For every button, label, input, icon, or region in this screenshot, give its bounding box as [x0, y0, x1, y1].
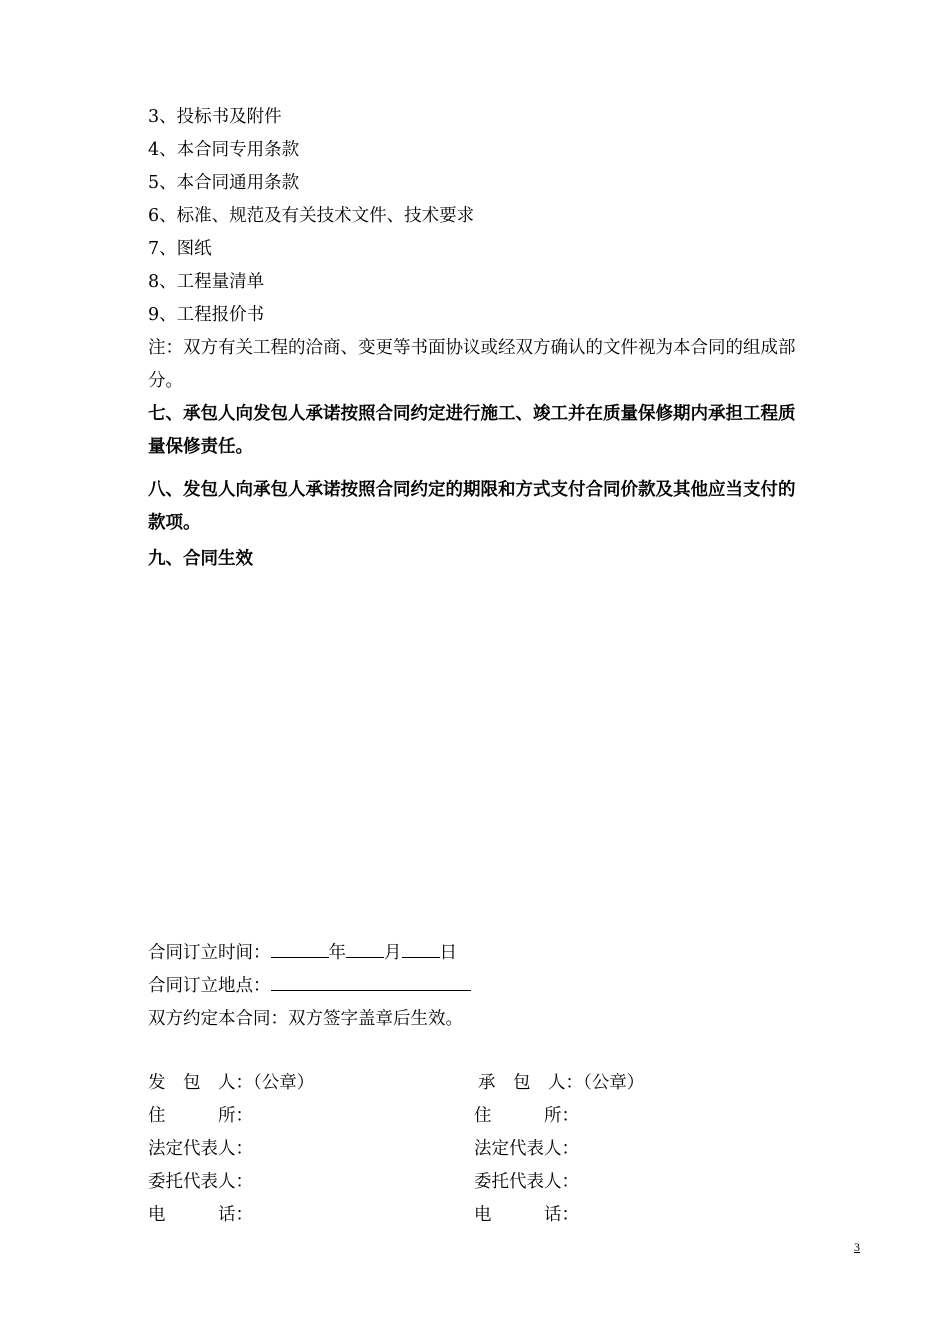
signing-place — [148, 970, 471, 1003]
left-legal-rep-label: 法定代表人： — [148, 1139, 253, 1159]
clause-7-line-1: 七、承包人向发包人承诺按照合同约定进行施工、竣工并在质量保修期内承担工程质 — [148, 404, 796, 424]
left-phone-label: 电 话： — [148, 1205, 253, 1225]
right-address-label: 住 所： — [474, 1106, 579, 1126]
clause-7-line-2: 量保修责任。 — [148, 437, 253, 457]
list-item: 4、本合同专用条款 — [148, 140, 300, 160]
list-item: 3、投标书及附件 — [148, 107, 282, 127]
clause-9-heading: 九、合同生效 — [148, 549, 253, 569]
list-item: 9、工程报价书 — [148, 305, 265, 325]
left-party-label: 发 包 人：（公章） — [148, 1073, 315, 1093]
day-blank[interactable] — [402, 937, 440, 958]
signing-time-label: 合同订立时间： — [148, 943, 271, 963]
effect-statement: 双方约定本合同：双方签字盖章后生效。 — [148, 1009, 463, 1029]
year-label: 年 — [328, 943, 346, 963]
list-item: 6、标准、规范及有关技术文件、技术要求 — [148, 206, 475, 226]
signing-time — [148, 937, 457, 970]
month-blank[interactable] — [346, 937, 384, 958]
left-address-label: 住 所： — [148, 1106, 253, 1126]
page-number: 3 — [854, 1240, 860, 1254]
list-item: 8、工程量清单 — [148, 272, 265, 292]
note-line-2: 分。 — [148, 371, 183, 391]
month-label: 月 — [384, 943, 402, 963]
list-item: 5、本合同通用条款 — [148, 173, 300, 193]
left-agent-label: 委托代表人： — [148, 1172, 253, 1192]
list-item: 7、图纸 — [148, 239, 212, 259]
right-party-label: 承 包 人：（公章） — [478, 1073, 645, 1093]
place-blank[interactable] — [271, 970, 471, 991]
clause-8-line-2: 款项。 — [148, 513, 201, 533]
note-line-1: 注：双方有关工程的洽商、变更等书面协议或经双方确认的文件视为本合同的组成部 — [148, 338, 796, 358]
right-legal-rep-label: 法定代表人： — [474, 1139, 579, 1159]
clause-8-line-1: 八、发包人向承包人承诺按照合同约定的期限和方式支付合同价款及其他应当支付的 — [148, 480, 796, 500]
day-label: 日 — [439, 943, 457, 963]
year-blank[interactable] — [271, 937, 329, 958]
right-agent-label: 委托代表人： — [474, 1172, 579, 1192]
right-phone-label: 电 话： — [474, 1205, 579, 1225]
signing-place-label: 合同订立地点： — [148, 976, 271, 996]
